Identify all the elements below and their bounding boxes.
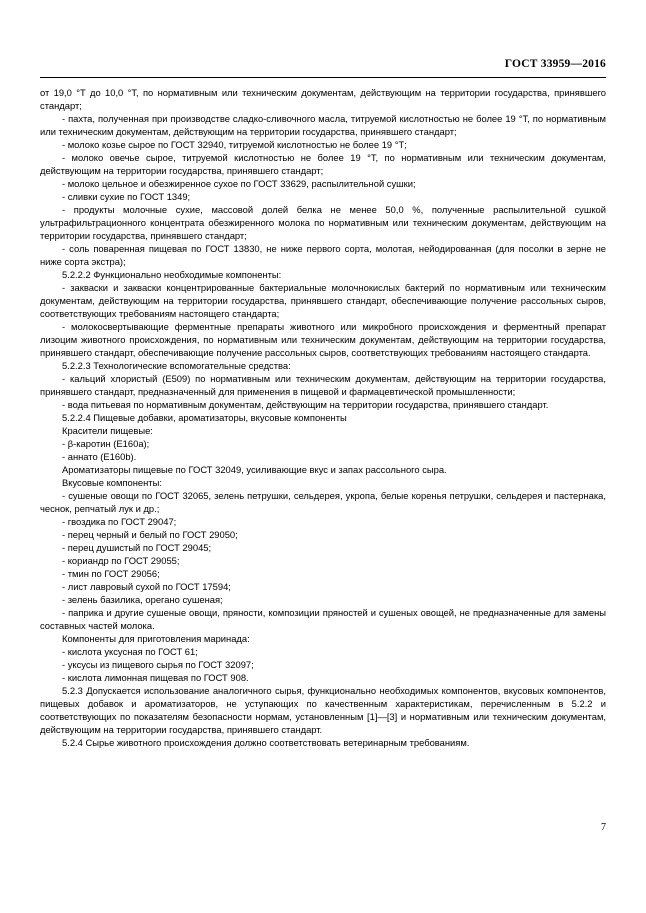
paragraph: - лист лавровый сухой по ГОСТ 17594; [62,581,231,592]
standard-header: ГОСТ 33959—2016 [504,58,606,70]
paragraph: - продукты молочные сухие, массовой долей белка не менее 50,0 %, полученные распылительной сушкой ультрафильтрационного концентрата обезжиренного молока по нормативным или техническим документам, действующим на территории государства, принявшего стандарт; [40,204,606,241]
paragraph: - аннато (Е160b). [62,451,137,462]
paragraph: - зелень базилика, орегано сушеная; [62,594,223,605]
paragraph: 5.2.2.4 Пищевые добавки, ароматизаторы, вкусовые компоненты [62,412,347,423]
paragraph: - молоко цельное и обезжиренное сухое по ГОСТ 33629, распылительной сушки; [62,178,416,189]
paragraph: - соль поваренная пищевая по ГОСТ 13830, не ниже первого сорта, молотая, нейодированная (для посолки в зерне не ниже сорта экстра); [40,243,606,267]
paragraph: - молокосвертывающие ферментные препараты животного или микробного происхождения и ферментный препарат лизоцим животного происхождения, по нормативным или техническим документам, действующим на территории государства, принявшего стандарт, обеспечивающие получение рассольных сыров, соответствующих требованиям настоящего стандарта. [40,321,606,358]
paragraph: - молоко овечье сырое, титруемой кислотностью не более 19 °Т, по нормативным или техническим документам, действующим на территории государства, принявшего стандарт; [40,152,606,176]
paragraph: - кальций хлористый (Е509) по нормативным или техническим документам, действующим на территории государства, принявшего стандарт, предназначенный для применения в пищевой и фармацевтической промышленности; [40,373,606,397]
paragraph: Компоненты для приготовления маринада: [62,633,250,644]
paragraph: Ароматизаторы пищевые по ГОСТ 32049, усиливающие вкус и запах рассольного сыра. [62,464,447,475]
paragraph: - молоко козье сырое по ГОСТ 32940, титруемой кислотностью не более 19 °Т; [62,139,407,150]
paragraph: - сушеные овощи по ГОСТ 32065, зелень петрушки, сельдерея, укропа, белые коренья петрушки, сельдерея и пастернака, чеснок, репчатый лук и др.; [40,490,606,514]
paragraph: - кориандр по ГОСТ 29055; [62,555,180,566]
paragraph: - кислота уксусная по ГОСТ 61; [62,646,198,657]
paragraph: 5.2.2.3 Технологические вспомогательные средства: [62,360,291,371]
header-divider [40,77,606,78]
paragraph: - кислота лимонная пищевая по ГОСТ 908. [62,672,249,683]
paragraph: - вода питьевая по нормативным документам, действующим на территории государства, принявшего стандарт. [62,399,549,410]
paragraph: - паприка и другие сушеные овощи, пряности, композиции пряностей и сушеных овощей, не предназначенные для замены составных частей молока. [40,607,606,631]
paragraph: - перец душистый по ГОСТ 29045; [62,542,212,553]
paragraph: - β-каротин (Е160а); [62,438,150,449]
document-body [40,86,606,749]
paragraph: от 19,0 °Т до 10,0 °Т, по нормативным или техническим документам, действующим на территории государства, принявшего стандарт; [40,87,606,111]
paragraph: Вкусовые компоненты: [62,477,162,488]
paragraph: - уксусы из пищевого сырья по ГОСТ 32097; [62,659,254,670]
paragraph: - тмин по ГОСТ 29056; [62,568,160,579]
paragraph: 5.2.2.2 Функционально необходимые компоненты: [62,269,282,280]
paragraph: - сливки сухие по ГОСТ 1349; [62,191,191,202]
page-number: 7 [601,822,606,833]
paragraph: - закваски и заквaски концентрированные бактериальные молочнокислых бактерий по нормативным или техническим документам, действующим на территории государства, принявшего стандарт, обеспечивающие получение рассольных сыров, соответствующих требованиям настоящего стандарта; [40,282,606,319]
paragraph: - пахта, полученная при производстве сладко-сливочного масла, титруемой кислотностью не более 19 °Т, по нормативным или техническим документам, действующим на территории государства, принявшего стандарт; [40,113,606,137]
paragraph: 5.2.3 Допускается использование аналогичного сырья, функционально необходимых компонентов, вкусовых компонентов, пищевых добавок и ароматизаторов, не уступающих по качественным характеристикам, перечисленным в 5.2.2 и соответствующих по показателям безопасности нормам, установленным [1]—[3] и нормативным или техническим документам, действующим на территории государства, принявшего стандарт. [40,685,606,735]
paragraph: 5.2.4 Сырье животного происхождения должно соответствовать ветеринарным требованиям. [62,737,470,748]
paragraph: - гвоздика по ГОСТ 29047; [62,516,177,527]
paragraph: - перец черный и белый по ГОСТ 29050; [62,529,238,540]
paragraph: Красители пищевые: [62,425,153,436]
